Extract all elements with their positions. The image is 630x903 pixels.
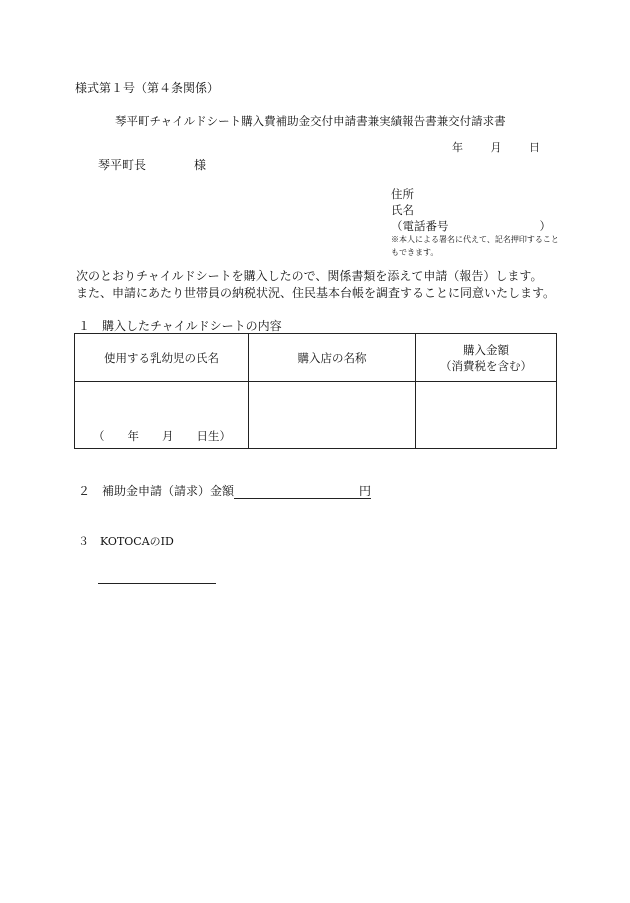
amount-cell[interactable] [416, 382, 557, 449]
col-amount [416, 334, 557, 382]
phone-line [391, 218, 551, 234]
addressee-name: 琴平町長 [98, 158, 147, 172]
table-row [75, 382, 557, 449]
body-text [76, 268, 555, 302]
body-line-1: 次のとおりチャイルドシートを購入したので、関係書類を添えて申請（報告）します。 [76, 269, 543, 283]
phone-label: （電話番号 [391, 219, 449, 233]
birth-month: 月 [162, 429, 174, 443]
addressee [98, 156, 206, 173]
amount-field[interactable] [234, 486, 359, 499]
col-child-name: 使用する乳幼児の氏名 [75, 334, 249, 382]
birth-year: 年 [127, 429, 139, 443]
table-header-row [75, 334, 557, 382]
birth-open: （ [93, 429, 105, 443]
addressee-honorific: 様 [194, 158, 207, 172]
section-3-heading: ３ KOTOCAのID [78, 535, 174, 548]
date-line [452, 139, 540, 155]
col-amount-tax-note: （消費税を含む） [440, 358, 532, 373]
address-label: 住所 [391, 187, 414, 201]
yen-unit: 円 [359, 484, 372, 498]
col-amount-label: 購入金額 [463, 342, 509, 357]
birth-date-line [93, 428, 231, 444]
child-name-cell[interactable] [75, 382, 249, 449]
purchase-table [74, 333, 557, 449]
date-month: 月 [490, 141, 502, 154]
signature-note: ※本人による署名に代えて、記名押印することもできます。 [391, 235, 559, 257]
phone-close: ） [539, 219, 551, 233]
store-name-cell[interactable] [249, 382, 416, 449]
date-day: 日 [529, 141, 540, 154]
section-1-heading: １ 購入したチャイルドシートの内容 [78, 319, 282, 333]
col-store-name: 購入店の名称 [249, 334, 416, 382]
section-2 [78, 482, 371, 499]
form-number: 様式第１号（第４条関係） [75, 81, 220, 95]
date-year: 年 [452, 141, 463, 154]
name-label: 氏名 [391, 203, 414, 217]
birth-day: 日生） [196, 429, 231, 443]
document-title: 琴平町チャイルドシート購入費補助金交付申請書兼実績報告書兼交付請求書 [115, 114, 506, 128]
section-2-heading: ２ 補助金申請（請求）金額 [78, 484, 235, 498]
applicant-block [391, 186, 551, 234]
kotoca-id-field[interactable] [98, 583, 216, 584]
body-line-2: また、申請にあたり世帯員の納税状況、住民基本台帳を調査することに同意いたします。 [76, 286, 556, 300]
